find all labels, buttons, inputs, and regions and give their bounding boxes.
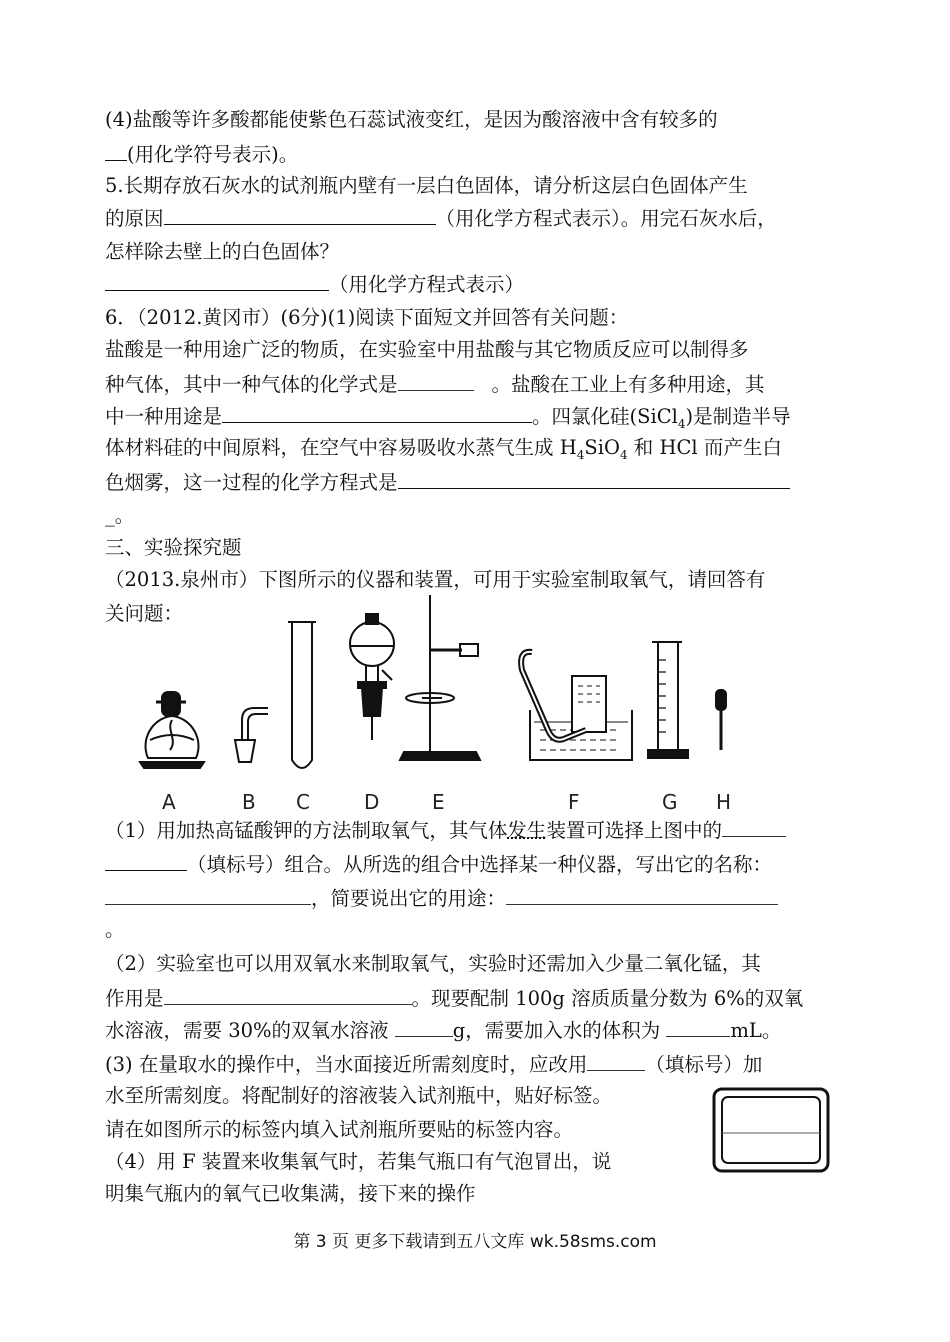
section-intro1: （2013.泉州市）下图所示的仪器和装置，可用于实验室制取氧气，请回答有 [105, 568, 766, 591]
p2-line3-prefix: 水溶液，需要 30%的双氧水溶液 [105, 1019, 395, 1042]
q5-line1: 5.长期存放石灰水的试剂瓶内壁有一层白色固体，请分析这层白色固体产生 [105, 174, 748, 197]
answer-blank[interactable] [722, 818, 786, 837]
dropper [716, 690, 726, 750]
subscript: 4 [619, 447, 628, 462]
q4-line2-suffix: (用化学符号表示)。 [127, 143, 299, 166]
answer-blank[interactable] [105, 142, 127, 161]
answer-blank[interactable] [222, 404, 532, 423]
q6-line4-end: )是制造半导 [685, 405, 791, 428]
apparatus-figure [130, 590, 770, 820]
answer-blank[interactable] [666, 1018, 730, 1037]
section-intro2: 关问题： [105, 602, 184, 625]
p2-line3-suffix: mL。 [730, 1019, 782, 1042]
answer-blank[interactable] [506, 886, 778, 905]
q6-line2: 盐酸是一种用途广泛的物质，在实验室中用盐酸与其它物质反应可以制得多 [105, 338, 749, 361]
q6-line3-suffix: 。盐酸在工业上有多种用途，其 [491, 373, 765, 396]
p2-line2 [105, 986, 803, 1011]
p3-line2: 水至所需刻度。将配制好的溶液装入试剂瓶中，贴好标签。 [105, 1084, 613, 1107]
answer-blank[interactable] [398, 470, 790, 489]
answer-blank[interactable] [105, 886, 311, 905]
p2-line1: （2）实验室也可以用双氧水来制取氧气，实验时还需加入少量二氧化锰，其 [105, 952, 761, 975]
p1-line2 [105, 852, 772, 877]
figure-label-d: D [364, 790, 380, 814]
q6-line1: 6．（2012.黄冈市）(6分)(1)阅读下面短文并回答有关问题： [105, 306, 629, 329]
p3-line1 [105, 1052, 762, 1077]
answer-blank[interactable] [164, 206, 436, 225]
p4-line2: 明集气瓶内的氧气已收集满，接下来的操作 [105, 1182, 476, 1205]
alcohol-lamp [140, 692, 204, 768]
figure-label-b: B [242, 790, 256, 814]
answer-blank[interactable] [587, 1052, 645, 1071]
q4-line2 [105, 142, 298, 167]
p2-line3 [105, 1018, 781, 1043]
q5-line4-suffix: （用化学方程式表示） [329, 273, 525, 296]
answer-blank[interactable] [105, 852, 187, 871]
p2-line3-mid: g，需要加入水的体积为 [452, 1019, 667, 1042]
p1-line2-suffix: （填标号）组合。从所选的组合中选择某一种仪器，写出它的名称： [187, 853, 773, 876]
p1-line1-prefix: （1）用加热高锰酸钾的方法制取氧气，其气体 [105, 819, 508, 842]
subscript: 4 [677, 416, 686, 431]
p1-line3-mid: ，简要说出它的用途： [311, 887, 507, 910]
figure-label-e: E [432, 790, 445, 814]
q5-line4 [105, 272, 524, 297]
p3-line3: 请在如图所示的标签内填入试剂瓶所要贴的标签内容。 [105, 1118, 574, 1141]
p4-line1: （4）用 F 装置来收集氧气时，若集气瓶口有气泡冒出，说 [105, 1150, 612, 1173]
answer-blank[interactable] [105, 272, 329, 291]
q5-line2-suffix: （用化学方程式表示）。用完石灰水后， [435, 207, 777, 230]
p2-line2-prefix: 作用是 [105, 987, 164, 1010]
figure-labels [130, 790, 770, 820]
p1-line4: 。 [105, 918, 125, 941]
q6-line5 [105, 436, 782, 463]
p2-line2-suffix: 。现要配制 100g 溶质质量分数为 6%的双氧 [411, 987, 804, 1010]
p1-line1-suffix: 装置可选择上图中的 [546, 819, 722, 842]
separatory-funnel [350, 614, 394, 740]
answer-blank[interactable] [395, 1018, 453, 1037]
p1-line3 [105, 886, 778, 911]
graduated-cylinder [648, 642, 688, 758]
answer-blank[interactable] [398, 372, 474, 391]
q6-line4-suffix: 。四氯化硅(SiCl [532, 405, 678, 428]
figure-label-c: C [296, 790, 310, 814]
rubber-stopper-with-tube [235, 708, 268, 762]
figure-label-g: G [662, 790, 678, 814]
q6-line4 [105, 404, 791, 432]
q6-line3-prefix: 种气体，其中一种气体的化学式是 [105, 373, 398, 396]
page-footer: 第 3 页 更多下载请到五八文库 wk.58sms.com [293, 1232, 657, 1252]
p3-line1-suffix: （填标号）加 [645, 1053, 763, 1076]
subscript: 4 [576, 447, 585, 462]
gas-collection-setup [521, 652, 632, 760]
q6-line4-prefix: 中一种用途是 [105, 405, 223, 428]
reagent-label-box[interactable] [712, 1087, 830, 1173]
section-heading: 三、实验探究题 [105, 536, 242, 559]
q4-line1: (4)盐酸等许多酸都能使紫色石蕊试液变红，是因为酸溶液中含有较多的 [105, 108, 718, 131]
p3-line1-prefix: (3) 在量取水的操作中，当水面接近所需刻度时，应改用 [105, 1053, 588, 1076]
test-tube [288, 622, 316, 768]
figure-label-h: H [716, 790, 732, 814]
p1-line1 [105, 818, 786, 843]
q6-line5-b: SiO [584, 436, 620, 459]
q5-line3: 怎样除去壁上的白色固体？ [105, 240, 340, 263]
iron-stand [400, 595, 480, 760]
q6-line5-c: 和 HCl 而产生白 [627, 436, 782, 459]
figure-label-a: A [162, 790, 176, 814]
p1-emphasis: 发生 [507, 819, 547, 842]
q5-line2-prefix: 的原因 [105, 207, 164, 230]
q6-line7: _。 [105, 504, 135, 527]
q6-line6-prefix: 色烟雾，这一过程的化学方程式是 [105, 471, 398, 494]
label-outline [712, 1087, 830, 1173]
q6-line3 [105, 372, 765, 397]
q6-line5-a: 体材料硅的中间原料，在空气中容易吸收水蒸气生成 H [105, 436, 577, 459]
q5-line2 [105, 206, 777, 231]
apparatus-diagram [130, 590, 770, 820]
answer-blank[interactable] [164, 986, 412, 1005]
q6-line6 [105, 470, 790, 495]
figure-label-f: F [568, 790, 580, 814]
